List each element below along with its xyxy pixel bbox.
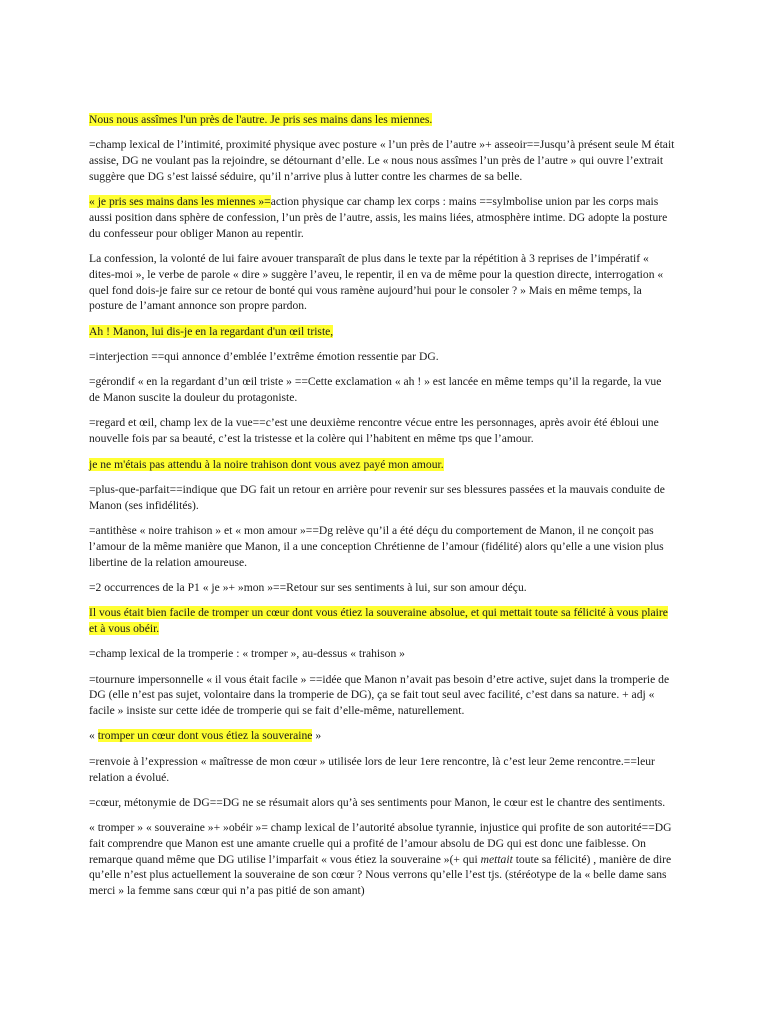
italic-word: mettait <box>480 852 513 866</box>
commentary-paragraph: =regard et œil, champ lex de la vue==c’est une deuxième rencontre vécue entre les personnages, après avoir été ébloui une nouvelle fois par sa beauté, c’est la tristesse et la colère qui l’habitent en même tps que l’amour. <box>89 416 659 446</box>
commentary-paragraph: =2 occurrences de la P1 « je »+ »mon »==Retour sur ses sentiments à lui, sur son amour déçu. <box>89 580 527 594</box>
highlighted-quote: Nous nous assîmes l'un près de l'autre. Je pris ses mains dans les miennes. <box>89 113 433 126</box>
commentary-paragraph: =plus-que-parfait==indique que DG fait un retour en arrière pour revenir sur ses blessures passées et la mauvais conduite de Manon (ses infidélités). <box>89 482 665 512</box>
highlighted-quote: Il vous était bien facile de tromper un cœur dont vous étiez la souveraine absolue, et qui mettait toute sa félicité à vous plaire et à vous obéir. <box>89 606 668 635</box>
commentary-text: « tromper » « souveraine »+ »obéir »= champ lexical de l’autorité absolue tyrannie, injustice qui profite de son autorité==DG fait comprendre que Manon est une amante cruelle qui a profité de l’amour absolu de DG qui est donc une faiblesse. On remarque quand même que DG utilise l’imparfait « vous étiez la souveraine »(+ qui <box>89 821 672 866</box>
document-page <box>89 112 675 909</box>
quote-2 <box>89 324 675 340</box>
commentary-text: action physique car champ lex corps : mains ==sylmbolise union par les corps mais aussi position dans sphère de confession, l’un près de l’autre, assis, les mains liées, atmosphère intime. DG adopte la posture du confesseur pour obliger Manon au repentir. <box>89 195 668 240</box>
quote-close: » <box>312 729 322 743</box>
commentary-paragraph: =champ lexical de la tromperie : « tromper », au-dessus « trahison » <box>89 647 405 661</box>
commentary-paragraph: =cœur, métonymie de DG==DG ne se résumait alors qu’à ses sentiments pour Manon, le cœur est le chantre des sentiments. <box>89 795 666 809</box>
highlighted-quote: je ne m'étais pas attendu à la noire trahison dont vous avez payé mon amour. <box>89 457 444 471</box>
commentary-paragraph: =gérondif « en la regardant d’un œil triste » ==Cette exclamation « ah ! » est lancée en même temps qu’il la regarde, la vue de Manon suscite la douleur du protagoniste. <box>89 375 662 405</box>
highlighted-quote: « je pris ses mains dans les miennes »= <box>89 195 271 209</box>
quote-open: « <box>89 729 98 743</box>
commentary-paragraph: =tournure impersonnelle « il vous était facile » ==idée que Manon n’avait pas besoin d’etre active, sujet dans la tromperie de DG (elle n’est pas sujet, volontaire dans la tromperie de DG), ça se fait tout seul avec facilité, c’est dans sa nature. + adj « facile » insiste sur cette idée de tromperie qui se fait d’elle-même, naturellement. <box>89 672 670 718</box>
commentary-paragraph <box>89 194 675 241</box>
highlighted-quote: tromper un cœur dont vous étiez la souveraine <box>97 729 313 743</box>
commentary-paragraph: =champ lexical de l’intimité, proximité physique avec posture « l’un près de l’autre »+ asseoir==Jusqu’à présent seule M était assise, DG ne voulant pas la rejoindre, se détournant d’elle. Le « nous nous assîmes l’un près de l’autre » qui ouvre l’extrait suggère que DG s’est laissé séduire, qu’il n’arrive plus à lutter contre les charmes de sa belle. <box>89 138 675 183</box>
commentary-paragraph <box>89 820 675 899</box>
commentary-paragraph: La confession, la volonté de lui faire avouer transparaît de plus dans le texte par la répétition à 3 reprises de l’impératif « dites-moi », le verbe de parole « dire » suggère l’aveu, le repentir, il en va de même pour la question directe, interrogation « quel fond dois-je faire sur ce retour de bonté qui vous ramène aujourd’hui pour le consoler ? » Mais en même temps, la posture de l’amant annonce son propre pardon. <box>89 252 664 313</box>
quote-5 <box>89 728 675 744</box>
commentary-paragraph: =interjection ==qui annonce d’emblée l’extrême émotion ressentie par DG. <box>89 350 439 364</box>
highlighted-quote: Ah ! Manon, lui dis-je en la regardant d'un œil triste, <box>89 324 334 338</box>
quote-4 <box>89 605 675 637</box>
commentary-paragraph: =renvoie à l’expression « maîtresse de mon cœur » utilisée lors de leur 1ere rencontre, là c’est leur 2eme rencontre.==leur relation a évolué. <box>89 754 655 784</box>
commentary-text: toute sa félicité) , manière de dire qu’elle n’est plus actuellement la souveraine de son cœur ? Nous verrons qu’elle l’est tjs. (stéréotype de la « belle dame sans merci » la femme sans cœur qui n’a pas pitié de son amant) <box>89 852 672 898</box>
commentary-paragraph: =antithèse « noire trahison » et « mon amour »==Dg relève qu’il a été déçu du comportement de Manon, il ne conçoit pas l’amour de la même manière que Manon, il a une conception Chrétienne de l’amour (fidélité) alors qu’elle a une vision plus libertine de la relation amoureuse. <box>89 523 664 569</box>
quote-1 <box>89 112 675 128</box>
quote-3 <box>89 457 675 473</box>
